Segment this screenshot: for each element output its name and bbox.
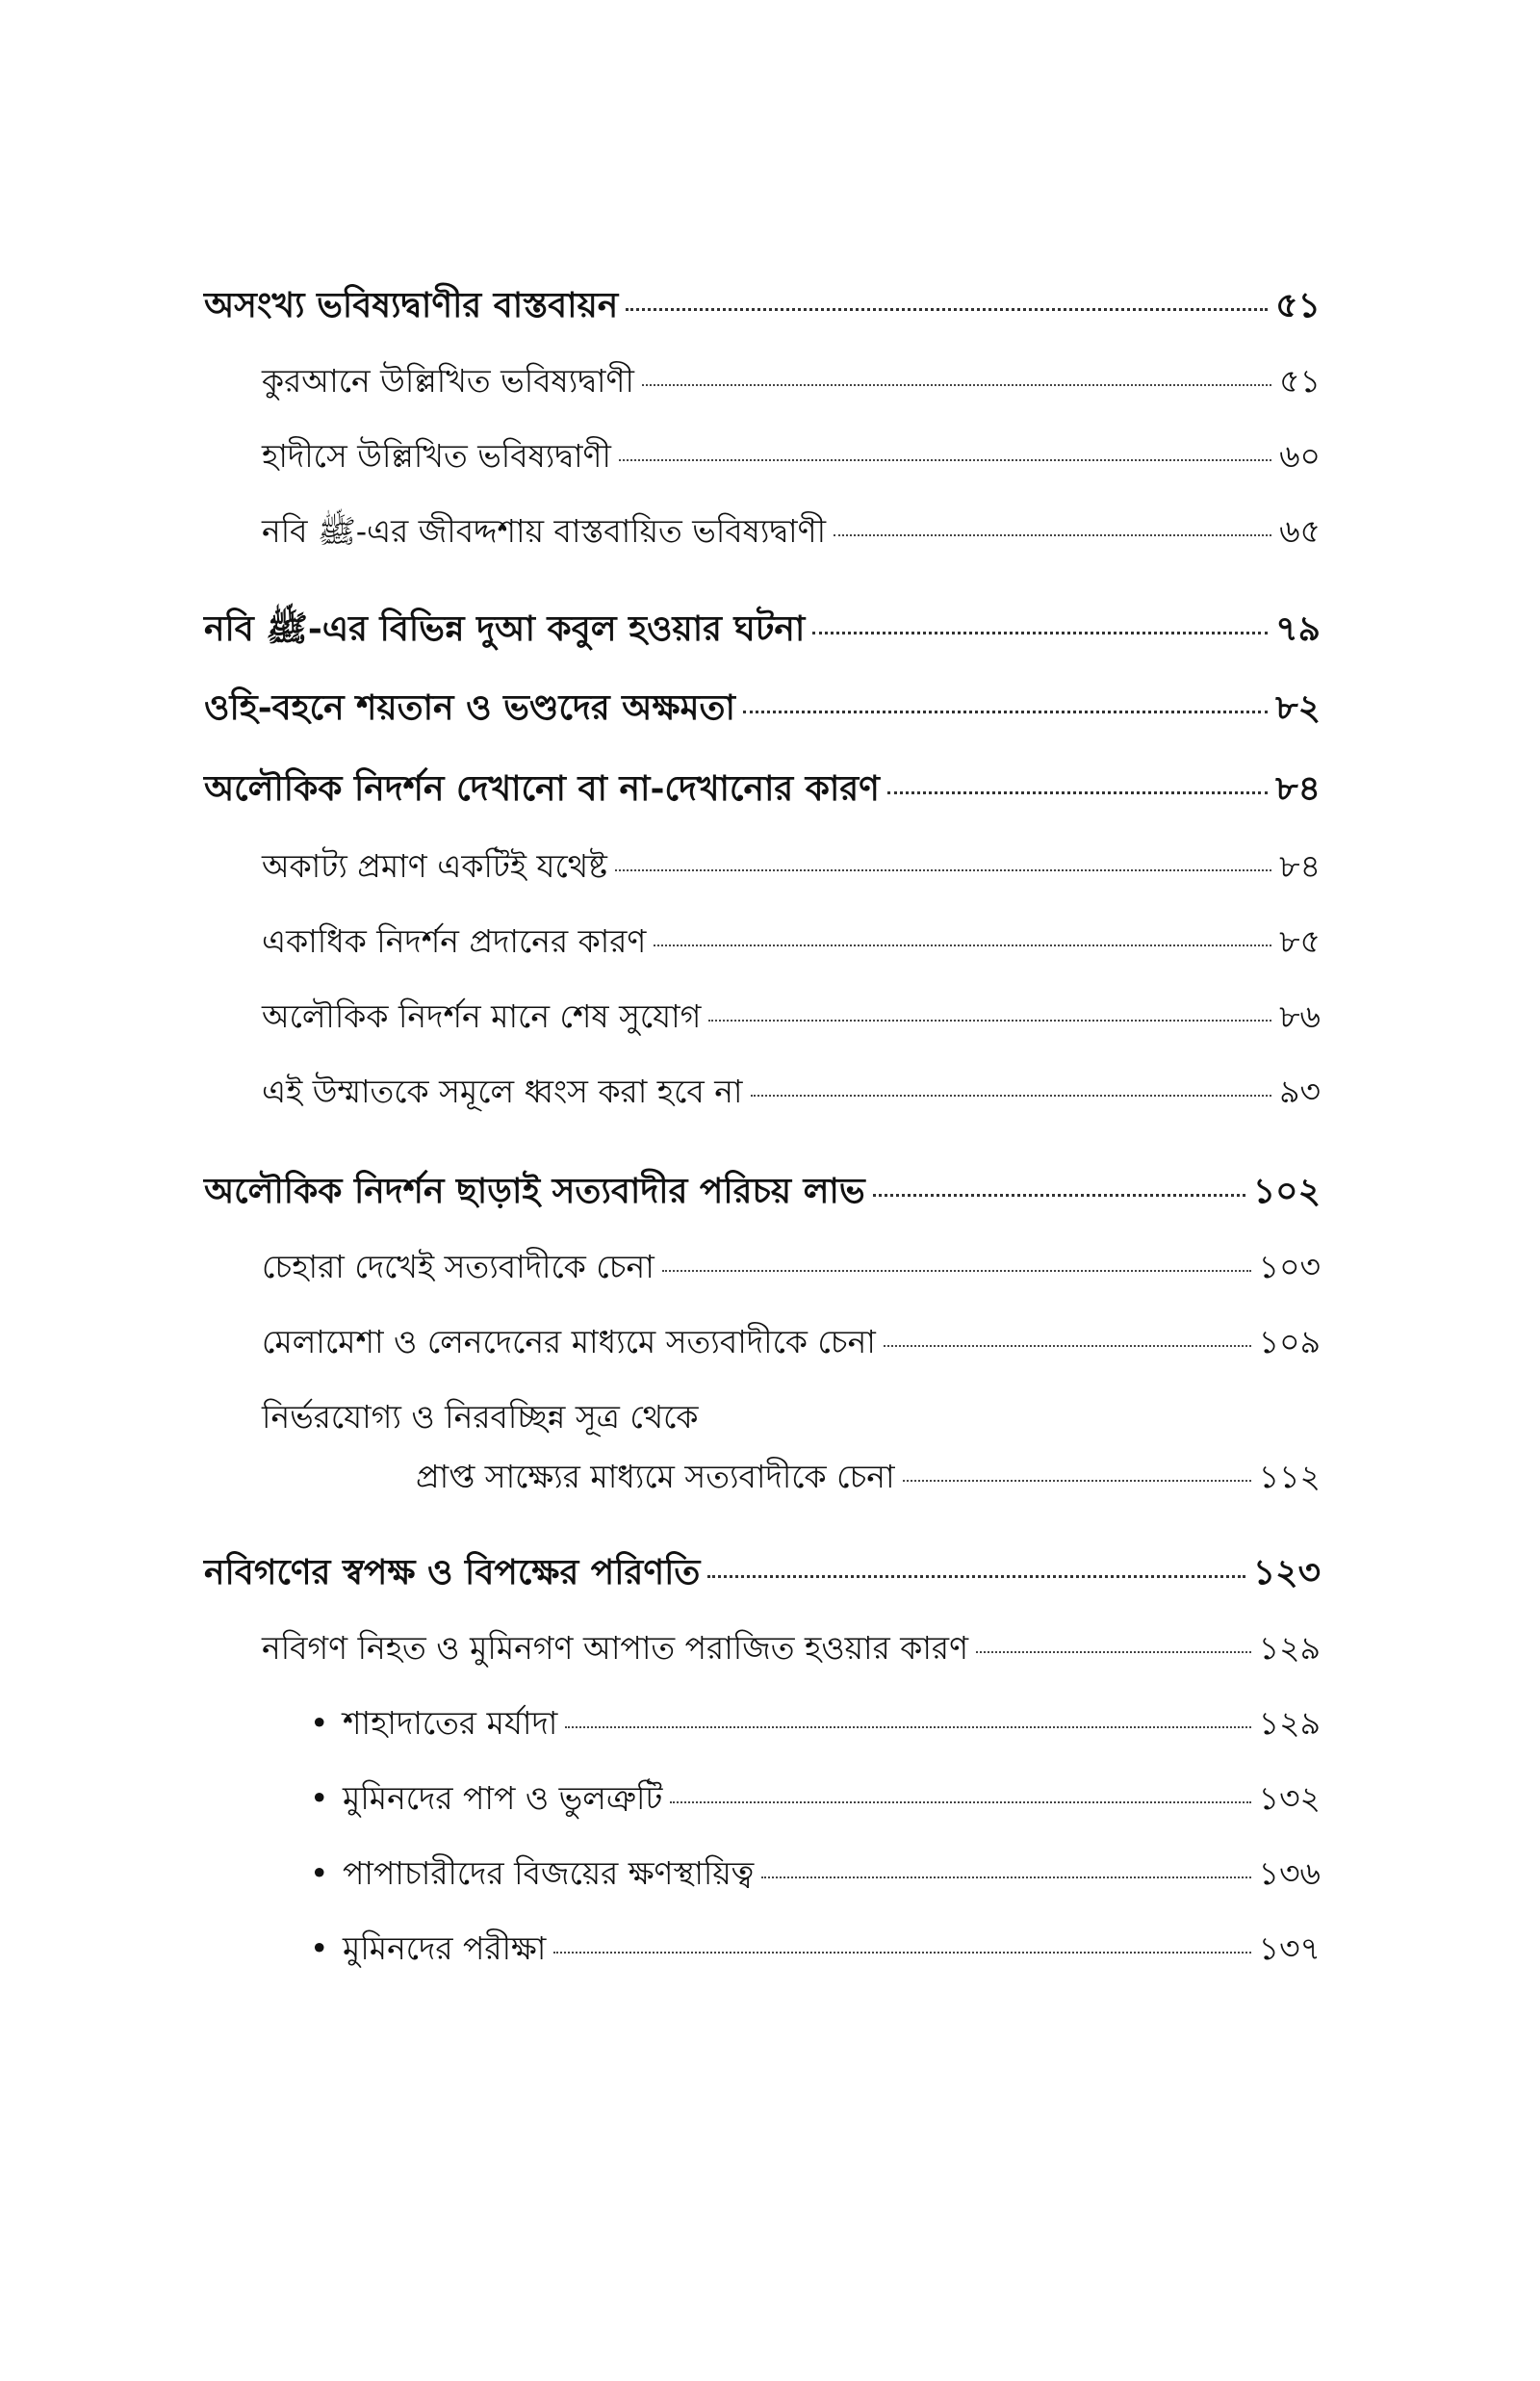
bullet-icon: • (310, 1704, 329, 1742)
toc-entry-bullet[interactable] (204, 1849, 1321, 1902)
toc-entry-subheading[interactable] (204, 506, 1321, 560)
dot-leader (887, 791, 1268, 794)
dot-leader (976, 1651, 1251, 1653)
toc-entry-page: ১০৯ (1258, 1323, 1321, 1360)
dot-leader (662, 1270, 1251, 1272)
dot-leader (903, 1480, 1251, 1482)
toc-entry-heading[interactable] (204, 1546, 1321, 1604)
bullet-icon: • (310, 1929, 329, 1967)
toc-entry-page: ১১২ (1258, 1458, 1321, 1495)
toc-entry-title: এই উম্মাতকে সমূলে ধ্বংস করা হবে না (262, 1073, 743, 1110)
toc-entry-page: ১২৯ (1258, 1704, 1321, 1742)
toc-entry-page: ১০২ (1252, 1171, 1321, 1211)
toc-entry-page: ৫১ (1279, 362, 1321, 400)
dot-leader (834, 534, 1271, 536)
dot-leader (743, 711, 1268, 713)
dot-leader (642, 384, 1271, 386)
toc-entry-page: ৮৫ (1279, 922, 1321, 960)
dot-leader (751, 1095, 1272, 1097)
toc-entry-title-line1[interactable]: নির্ভরযোগ্য ও নিরবচ্ছিন্ন সূত্র থেকে (262, 1398, 699, 1436)
toc-entry-page: ৬৫ (1279, 512, 1321, 550)
toc-entry-page: ১২৯ (1258, 1629, 1321, 1667)
bullet-icon: • (310, 1854, 329, 1892)
toc-entry-subheading[interactable] (204, 431, 1321, 485)
toc-entry-heading[interactable] (204, 1165, 1321, 1223)
toc-entry-title: অলৌকিক নিদর্শন মানে শেষ সুযোগ (262, 997, 702, 1035)
toc-entry-title: মেলামেশা ও লেনদেনের মাধ্যমে সত্যবাদীকে চেনা (262, 1323, 876, 1360)
bullet-icon: • (310, 1779, 329, 1817)
toc-entry-bullet[interactable] (204, 1698, 1321, 1752)
toc-entry-subheading[interactable] (204, 1623, 1321, 1677)
dot-leader (873, 1194, 1245, 1197)
toc-entry-subheading[interactable] (204, 1452, 1321, 1506)
toc-entry-subheading[interactable] (204, 356, 1321, 410)
toc-entry-heading[interactable] (204, 763, 1321, 820)
dot-leader (565, 1726, 1250, 1728)
toc-entry-page: ১২৩ (1252, 1552, 1321, 1592)
dot-leader (615, 869, 1271, 871)
toc-entry-page: ৮৪ (1275, 768, 1321, 809)
dot-leader (654, 945, 1271, 946)
dot-leader (708, 1020, 1271, 1022)
toc-entry-page: ৮৬ (1279, 997, 1321, 1035)
toc-entry-title: প্রাপ্ত সাক্ষ্যের মাধ্যমে সত্যবাদীকে চেনা (416, 1458, 895, 1495)
toc-entry-title: শাহাদাতের মর্যাদা (343, 1704, 558, 1742)
toc-entry-title: ওহি-বহনে শয়তান ও ভণ্ডদের অক্ষমতা (204, 687, 735, 728)
dot-leader (812, 632, 1268, 634)
toc-entry-title: পাপাচারীদের বিজয়ের ক্ষণস্থায়িত্ব (343, 1854, 755, 1892)
toc-entry-subheading[interactable] (204, 1317, 1321, 1371)
toc-entry-subheading[interactable] (204, 1067, 1321, 1121)
dot-leader (553, 1952, 1250, 1954)
toc-entry-title: একাধিক নিদর্শন প্রদানের কারণ (262, 922, 647, 960)
toc-entry-heading[interactable] (204, 279, 1321, 337)
toc-entry-page: ৮৪ (1279, 847, 1321, 885)
dot-leader (626, 308, 1268, 311)
toc-entry-title: মুমিনদের পরীক্ষা (343, 1929, 547, 1967)
toc-entry-bullet[interactable] (204, 1773, 1321, 1827)
dot-leader (707, 1575, 1245, 1578)
toc-entry-page: ৭৯ (1275, 608, 1321, 649)
toc-entry-title: অলৌকিক নিদর্শন ছাড়াই সত্যবাদীর পরিচয় লাভ (204, 1171, 865, 1211)
toc-entry-heading[interactable] (204, 682, 1321, 739)
toc-entry-page: ১৩২ (1258, 1779, 1321, 1817)
toc-entry-title: চেহারা দেখেই সত্যবাদীকে চেনা (262, 1248, 654, 1285)
toc-entry-title: নবি ﷺ-এর জীবদ্দশায় বাস্তবায়িত ভবিষ্যদ্বাণী (262, 512, 827, 550)
toc-entry-heading[interactable] (204, 603, 1321, 660)
toc-entry-page: ৫১ (1275, 285, 1321, 325)
toc-entry-page: ১৩৬ (1258, 1854, 1321, 1892)
toc-entry-page: ১০৩ (1258, 1248, 1321, 1285)
toc-entry-page: ১৩৭ (1258, 1929, 1321, 1967)
dot-leader (619, 459, 1271, 461)
toc-entry-title: মুমিনদের পাপ ও ভুলত্রুটি (343, 1779, 663, 1817)
toc-entry-title: কুরআনে উল্লিখিত ভবিষ্যদ্বাণী (262, 362, 634, 400)
toc-entry-title: নবি ﷺ-এর বিভিন্ন দুআ কবুল হওয়ার ঘটনা (204, 608, 806, 649)
dot-leader (670, 1801, 1250, 1803)
toc-entry-title: নবিগণের স্বপক্ষ ও বিপক্ষের পরিণতি (204, 1552, 701, 1592)
toc-entry-bullet[interactable] (204, 1924, 1321, 1978)
toc-entry-title: অলৌকিক নিদর্শন দেখানো বা না-দেখানোর কারণ (204, 768, 880, 809)
toc-entry-title: অসংখ্য ভবিষ্যদ্বাণীর বাস্তবায়ন (204, 285, 619, 325)
toc-entry-subheading[interactable] (204, 1242, 1321, 1296)
toc-entry-page: ৬০ (1279, 437, 1321, 475)
toc-entry-page: ৮২ (1275, 687, 1321, 728)
dot-leader (761, 1876, 1250, 1878)
toc-entry-page: ৯৩ (1279, 1073, 1321, 1110)
toc-entry-subheading[interactable] (204, 917, 1321, 971)
toc-entry-subheading[interactable] (204, 992, 1321, 1046)
toc-entry-title: অকাট্য প্রমাণ একটিই যথেষ্ট (262, 847, 607, 885)
toc-entry-title: নবিগণ নিহত ও মুমিনগণ আপাত পরাজিত হওয়ার কারণ (262, 1629, 969, 1667)
dot-leader (884, 1345, 1251, 1347)
toc-entry-title: হাদীসে উল্লিখিত ভবিষ্যদ্বাণী (262, 437, 611, 475)
toc-entry-subheading[interactable] (204, 841, 1321, 895)
